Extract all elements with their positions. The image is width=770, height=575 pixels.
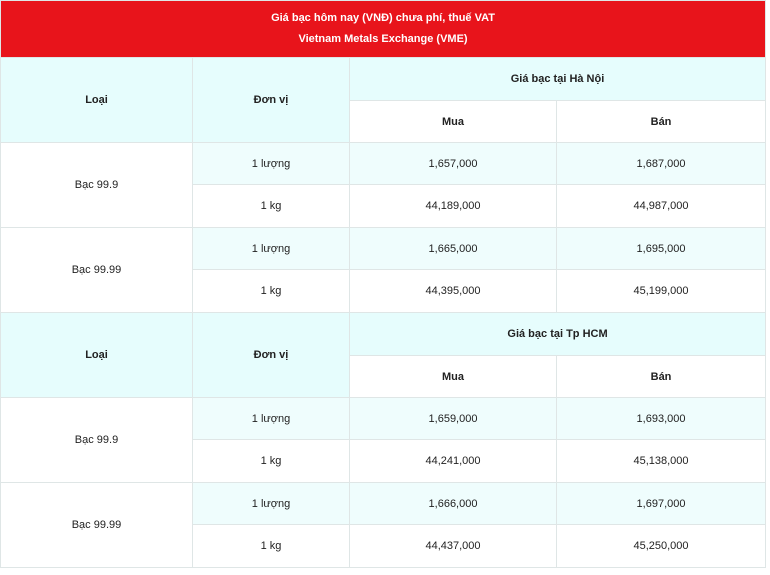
unit-cell: 1 lượng	[193, 483, 350, 525]
unit-cell: 1 lượng	[193, 228, 350, 270]
buy-price-cell: 1,657,000	[350, 143, 557, 185]
header-location: Giá bạc tại Tp HCM	[350, 313, 766, 356]
table-title-line2: Vietnam Metals Exchange (VME)	[298, 33, 468, 45]
sell-price-cell: 45,250,000	[557, 525, 766, 568]
unit-cell: 1 kg	[193, 440, 350, 483]
buy-price-cell: 44,437,000	[350, 525, 557, 568]
sell-price-cell: 1,697,000	[557, 483, 766, 525]
header-location: Giá bạc tại Hà Nội	[350, 58, 766, 101]
unit-cell: 1 kg	[193, 525, 350, 568]
unit-cell: 1 kg	[193, 270, 350, 313]
unit-cell: 1 lượng	[193, 143, 350, 185]
header-unit: Đơn vị	[193, 313, 350, 398]
table-title	[1, 1, 766, 58]
header-sell: Bán	[557, 356, 766, 398]
buy-price-cell: 44,241,000	[350, 440, 557, 483]
sell-price-cell: 45,138,000	[557, 440, 766, 483]
header-buy: Mua	[350, 101, 557, 143]
product-name: Bạc 99.99	[1, 483, 193, 568]
buy-price-cell: 1,665,000	[350, 228, 557, 270]
product-name: Bạc 99.9	[1, 143, 193, 228]
buy-price-cell: 1,666,000	[350, 483, 557, 525]
header-unit: Đơn vị	[193, 58, 350, 143]
buy-price-cell: 44,395,000	[350, 270, 557, 313]
header-type: Loại	[1, 313, 193, 398]
sell-price-cell: 44,987,000	[557, 185, 766, 228]
table-title-line1: Giá bạc hôm nay (VNĐ) chưa phí, thuế VAT	[271, 12, 495, 24]
sell-price-cell: 1,695,000	[557, 228, 766, 270]
sell-price-cell: 1,687,000	[557, 143, 766, 185]
header-sell: Bán	[557, 101, 766, 143]
header-type: Loại	[1, 58, 193, 143]
unit-cell: 1 lượng	[193, 398, 350, 440]
product-name: Bạc 99.9	[1, 398, 193, 483]
unit-cell: 1 kg	[193, 185, 350, 228]
product-name: Bạc 99.99	[1, 228, 193, 313]
buy-price-cell: 44,189,000	[350, 185, 557, 228]
buy-price-cell: 1,659,000	[350, 398, 557, 440]
sell-price-cell: 1,693,000	[557, 398, 766, 440]
sell-price-cell: 45,199,000	[557, 270, 766, 313]
header-buy: Mua	[350, 356, 557, 398]
